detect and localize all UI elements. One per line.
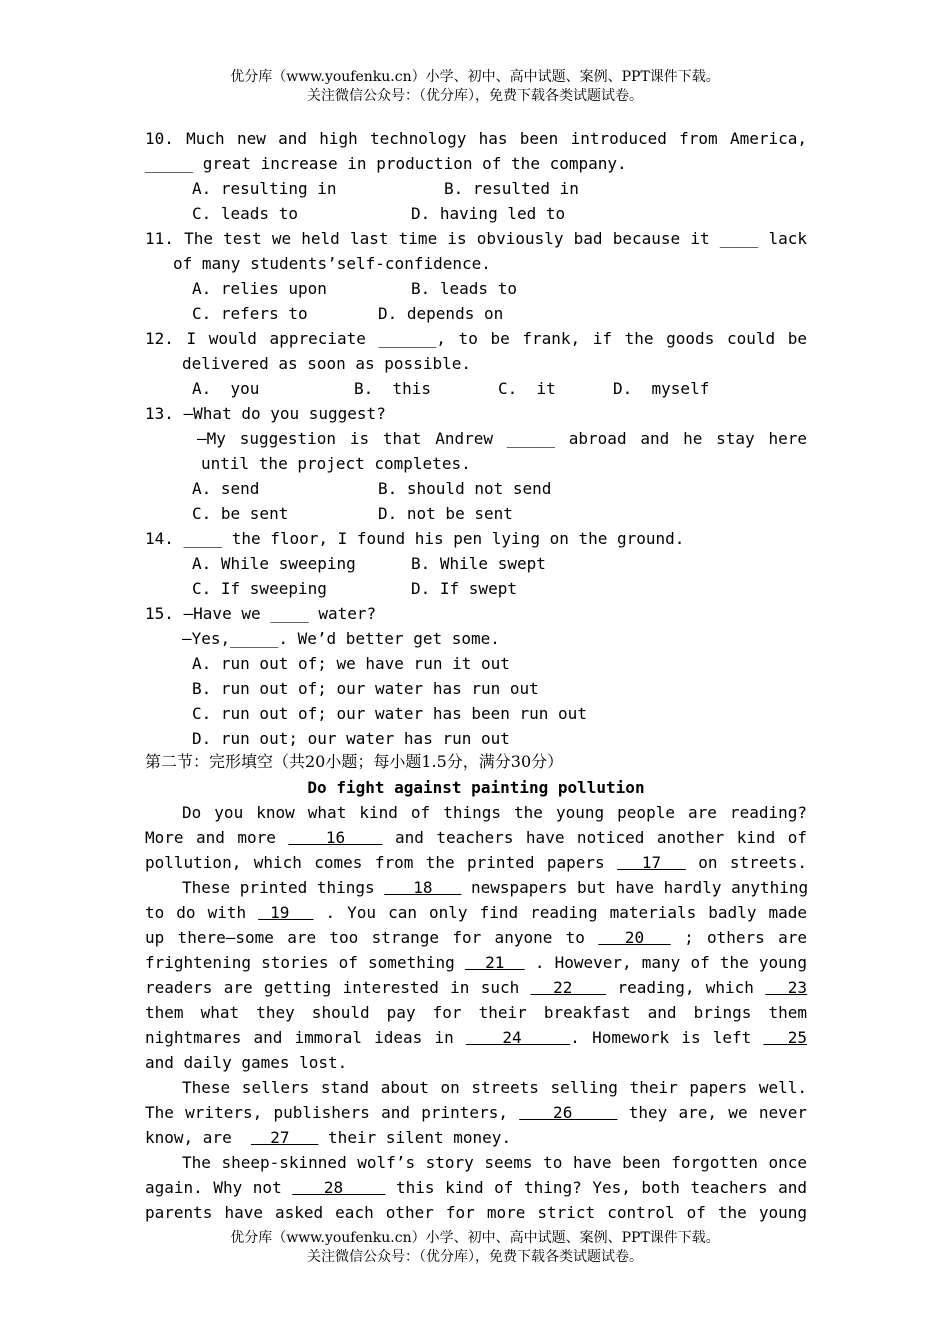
- question-11-stem: 11. The test we held last time is obviously bad because it ____ lack: [145, 229, 807, 248]
- blank-18: 18: [384, 878, 462, 897]
- q13-option-a: A. send: [192, 479, 260, 498]
- page-header: [0, 68, 950, 106]
- q13-option-d: D. not be sent: [378, 504, 513, 523]
- passage-line: know, are 27 their silent money.: [145, 1128, 512, 1147]
- blank-22: 22: [530, 978, 607, 997]
- passage-line: readers are getting interested in such 22 reading, which 23: [145, 978, 808, 997]
- passage-line: These printed things 18 newspapers but have hardly anything: [182, 878, 809, 897]
- passage-line: them what they should pay for their breakfast and brings them: [145, 1003, 807, 1022]
- q13-option-c: C. be sent: [192, 504, 289, 523]
- q12-option-c: C. it: [498, 379, 556, 398]
- q15-option-c: C. run out of; our water has been run out: [192, 704, 587, 723]
- passage-line: The writers, publishers and printers, 26 they are, we never: [145, 1103, 808, 1122]
- passage-line: parents have asked each other for more strict control of the young: [145, 1203, 807, 1222]
- passage-title: Do fight against painting pollution: [307, 778, 645, 797]
- passage-line: These sellers stand about on streets selling their papers well.: [182, 1078, 807, 1097]
- passage-line: nightmares and immoral ideas in 24 . Homework is left 25: [145, 1028, 808, 1047]
- blank-24: 24: [465, 1028, 571, 1047]
- header-line-1: 优分库（www.youfenku.cn）小学、初中、高中试题、案例、PPT课件下载。: [230, 69, 720, 85]
- question-15-stem: 15. —Have we ____ water?: [145, 604, 377, 623]
- section-heading: 第二节：完形填空（共20小题；每小题1.5分，满分30分）: [145, 752, 564, 771]
- blank-20: 20: [598, 928, 671, 947]
- q11-option-a: A. relies upon: [192, 279, 327, 298]
- blank-25: 25: [763, 1028, 808, 1047]
- question-13-stem: 13. —What do you suggest?: [145, 404, 386, 423]
- passage-line: and daily games lost.: [145, 1053, 348, 1072]
- passage-line: again. Why not 28 this kind of thing? Yes, both teachers and: [145, 1178, 808, 1197]
- blank-26: 26: [519, 1103, 618, 1122]
- q11-option-c: C. refers to: [192, 304, 308, 323]
- question-10-stem-cont: _____ great increase in production of the company.: [145, 154, 627, 173]
- question-14-stem: 14. ____ the floor, I found his pen lying on the ground.: [145, 529, 685, 548]
- question-10-stem: 10. Much new and high technology has been introduced from America,: [145, 129, 807, 148]
- passage-line: to do with 19 . You can only find reading materials badly made: [145, 903, 808, 922]
- q15-option-b: B. run out of; our water has run out: [192, 679, 539, 698]
- passage-line: pollution, which comes from the printed papers 17 on streets.: [145, 853, 807, 872]
- q10-option-c: C. leads to: [192, 204, 298, 223]
- q12-option-d: D. myself: [613, 379, 710, 398]
- q15-option-d: D. run out; our water has run out: [192, 729, 510, 748]
- blank-28: 28: [292, 1178, 386, 1197]
- footer-line-2: 关注微信公众号：（优分库），免费下载各类试题试卷。: [307, 1249, 643, 1265]
- q14-option-a: A. While sweeping: [192, 554, 356, 573]
- page-footer: [0, 1229, 950, 1267]
- q12-option-b: B. this: [354, 379, 432, 398]
- q15-option-a: A. run out of; we have run it out: [192, 654, 510, 673]
- question-12-stem-cont: delivered as soon as possible.: [182, 354, 471, 373]
- header-line-2: 关注微信公众号：（优分库），免费下载各类试题试卷。: [307, 88, 643, 104]
- passage-line: More and more 16 and teachers have noticed another kind of: [145, 828, 808, 847]
- question-13-reply-cont: until the project completes.: [201, 454, 471, 473]
- footer-line-1: 优分库（www.youfenku.cn）小学、初中、高中试题、案例、PPT课件下载。: [230, 1230, 720, 1246]
- question-15-reply: —Yes,_____. We’d better get some.: [182, 629, 500, 648]
- blank-21: 21: [464, 953, 525, 972]
- passage-line: Do you know what kind of things the young people are reading?: [182, 803, 807, 822]
- q12-option-a: A. you: [192, 379, 260, 398]
- passage-line: up there—some are too strange for anyone to 20 ; others are: [145, 928, 808, 947]
- q10-option-d: D. having led to: [411, 204, 566, 223]
- q13-option-b: B. should not send: [378, 479, 552, 498]
- q14-option-d: D. If swept: [411, 579, 517, 598]
- blank-23: 23: [765, 978, 808, 997]
- q11-option-b: B. leads to: [411, 279, 517, 298]
- q10-option-a: A. resulting in: [192, 179, 337, 198]
- question-13-reply: —My suggestion is that Andrew _____ abroad and he stay here: [197, 429, 807, 448]
- question-12-stem: 12. I would appreciate ______, to be frank, if the goods could be: [145, 329, 807, 348]
- passage-line: The sheep-skinned wolf’s story seems to have been forgotten once: [182, 1153, 807, 1172]
- q14-option-b: B. While swept: [411, 554, 546, 573]
- blank-27: 27: [250, 1128, 319, 1147]
- blank-19: 19: [258, 903, 314, 922]
- q10-option-b: B. resulted in: [444, 179, 579, 198]
- passage-line: frightening stories of something 21 . However, many of the young: [145, 953, 808, 972]
- q11-option-d: D. depends on: [378, 304, 504, 323]
- question-11-stem-cont: of many students’self-confidence.: [173, 254, 491, 273]
- blank-16: 16: [288, 828, 383, 847]
- q14-option-c: C. If sweeping: [192, 579, 327, 598]
- blank-17: 17: [617, 853, 686, 872]
